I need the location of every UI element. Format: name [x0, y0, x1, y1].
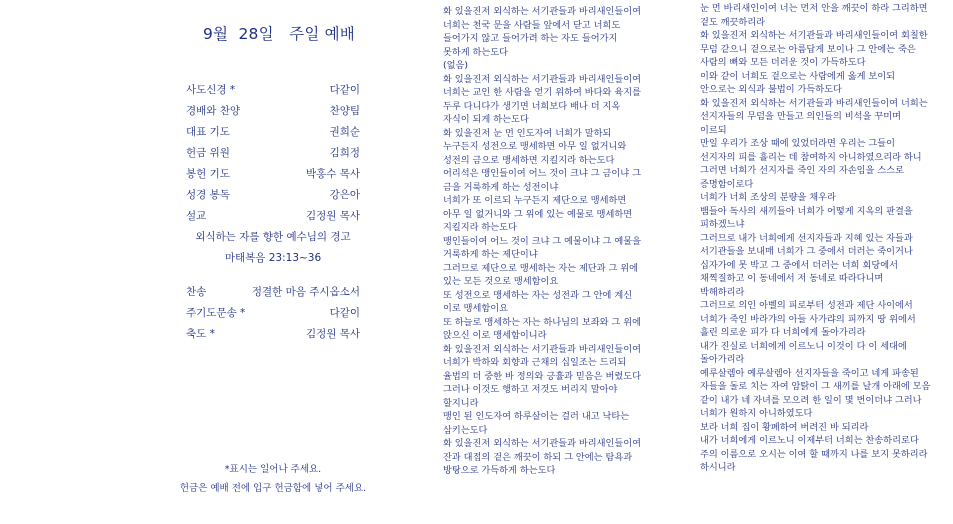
scripture-line: 보라 너희 집이 황폐하여 버려진 바 되리라: [700, 421, 869, 433]
order-item: 축도 *: [186, 328, 215, 340]
scripture-line: 돌아가리라: [700, 354, 745, 365]
scripture-line: 이로 맹세함이요: [443, 303, 509, 314]
scripture-line: 화 있을진저 외식하는 서기관들과 바리새인들이여: [443, 73, 642, 85]
order-row-hymn: [186, 285, 360, 306]
scripture-line: 화 있을진저 외식하는 서기관들과 바리새인들이여: [443, 438, 642, 449]
scripture-line: 삼키는도다: [443, 424, 488, 436]
order-leader: 박홍수 목사: [305, 168, 360, 180]
scripture-line: 있는 모든 것으로 맹세함이요: [443, 276, 559, 287]
scripture-line: 들어가지 않고 들어가려 하는 자도 들어가지: [443, 33, 618, 44]
order-leader: 다같이: [329, 84, 360, 96]
scripture-line: 내가 진실로 너희에게 이르노니 이것이 다 이 세대에: [700, 340, 907, 352]
order-item: 주기도문송 *: [186, 307, 246, 319]
scripture-line: 너희는 교인 한 사람을 얻기 위하여 바다와 육지를: [443, 87, 641, 98]
scripture-line: 너희가 죽인 바라갸의 아들 사가랴의 피까지 땅 위에서: [700, 313, 916, 325]
scripture-line: 겉도 깨끗하리라: [700, 16, 766, 28]
scripture-line: 자들을 돌로 치는 자여 암탉이 그 새끼를 날개 아래에 모음: [700, 381, 931, 392]
scripture-line: 만일 우리가 조상 때에 있었더라면 우리는 그들이: [700, 138, 896, 149]
scripture-line: 또 하늘로 맹세하는 자는 하나님의 보좌와 그 위에: [443, 316, 641, 328]
order-item: 대표 기도: [186, 126, 230, 138]
order-item: 헌금 위원: [186, 147, 230, 159]
order-leader: 김정원 목사: [305, 210, 360, 222]
order-item: 성경 봉독: [186, 189, 230, 201]
scripture-line: 그러므로 내가 너희에게 선지자들과 지혜 있는 자들과: [700, 232, 913, 244]
order-item: 봉헌 기도: [186, 168, 230, 180]
scripture-line: 너희가 너희 조상의 분량을 채우라: [700, 192, 836, 203]
scripture-line: 그러나 이것도 행하고 저것도 버리지 말아야: [443, 384, 618, 395]
scripture-line: 누구든지 성전으로 맹세하면 아무 일 없거니와: [443, 141, 627, 152]
scripture-line: 그러므로 제단으로 맹세하는 자는 제단과 그 위에: [443, 262, 639, 274]
order-leader: 김정원 목사: [305, 328, 360, 340]
scripture-line: 어리석은 맹인들이여 어느 것이 크냐 그 금이냐 그: [443, 168, 641, 179]
sermon-title: 외식하는 자를 향한 예수님의 경고: [195, 231, 351, 243]
scripture-line: 눈 먼 바리새인이여 너는 먼저 안을 깨끗이 하라 그리하면: [700, 3, 928, 14]
scripture-column-right: [700, 2, 930, 475]
scripture-line: 할지니라: [443, 397, 479, 409]
scripture-line: 안으로는 외식과 불법이 가득하도다: [700, 84, 842, 95]
scripture-line: 피하겠느냐: [700, 219, 745, 230]
scripture-line: 증명함이로다: [700, 178, 754, 190]
order-leader: 정결한 마음 주시옵소서: [251, 286, 360, 298]
scripture-line: 지킬지라 하는도다: [443, 222, 517, 233]
order-row-praise: [186, 104, 360, 125]
note-offering: 헌금은 예배 전에 입구 헌금함에 넣어 주세요.: [179, 483, 367, 494]
order-row-offering-committee: [186, 146, 360, 167]
scripture-line: 예루살렘아 예루살렘아 선지자들을 죽이고 네게 파송된: [700, 367, 919, 379]
scripture-line: 두루 다니다가 생기면 너희보다 배나 더 지옥: [443, 100, 621, 112]
note-stand: *표시는 일어나 주세요.: [224, 464, 322, 475]
scripture-line: 박해하리라: [700, 286, 745, 298]
order-item: 사도신경 *: [186, 84, 236, 96]
scripture-line: 그러면 너희가 선지자를 죽인 자의 자손임을 스스로: [700, 165, 904, 176]
scripture-line: 아무 일 없거니와 그 위에 있는 예물로 맹세하면: [443, 208, 633, 220]
page-title: 9월 28일 주일 예배: [203, 25, 355, 43]
scripture-line: 거룩하게 하는 제단이냐: [443, 249, 538, 260]
order-row-creed: [186, 83, 360, 104]
scripture-line: 내가 너희에게 이르노니 이제부터 너희는 찬송하리로다: [700, 435, 919, 446]
scripture-line: 주의 이름으로 오시는 이여 할 때까지 나를 보지 못하리라: [700, 448, 928, 460]
scripture-column-left: [443, 5, 641, 478]
order-item: 설교: [186, 210, 207, 222]
scripture-line: 잔과 대접의 겉은 깨끗이 하되 그 안에는 탐욕과: [443, 451, 633, 463]
scripture-line: 화 있을진저 외식하는 서기관들과 바리새인들이여: [443, 6, 642, 17]
scripture-line: 십자가에 못 박고 그 중에서 더러는 너희 회당에서: [700, 259, 898, 271]
scripture-line: 흘린 의로운 피가 다 너희에게 돌아가리라: [700, 327, 866, 338]
scripture-line: 뱀들아 독사의 새끼들아 너희가 어떻게 지옥의 판결을: [700, 205, 913, 217]
order-row-lords-prayer: [186, 306, 360, 327]
scripture-line: 율법의 더 중한 바 정의와 긍휼과 믿음은 버렸도다: [443, 370, 641, 382]
scripture-line: 이와 같이 너희도 겉으로는 사람에게 옳게 보이되: [700, 70, 896, 82]
worship-order: [186, 83, 360, 348]
order-row-reading: [186, 188, 360, 209]
scripture-line: 사람의 뼈와 모든 더러운 것이 가득하도다: [700, 57, 866, 68]
scripture-line: 너희가 또 이르되 누구든지 제단으로 맹세하면: [443, 195, 627, 206]
order-row-offering-prayer: [186, 167, 360, 188]
order-item: 찬송: [186, 286, 207, 298]
order-leader: 김희정: [329, 147, 360, 159]
order-item: 경배와 찬양: [186, 105, 241, 117]
scripture-line: 화 있을진저 눈 먼 인도자여 너희가 말하되: [443, 127, 612, 139]
scripture-line: 하시니라: [700, 462, 736, 473]
scripture-line: 방탕으로 가득하게 하는도다: [443, 465, 556, 476]
order-leader: 찬양팀: [329, 105, 360, 117]
scripture-line: 성전의 금으로 맹세하면 지킬지라 하는도다: [443, 154, 615, 166]
scripture-line: 맹인 된 인도자여 하루살이는 걸러 내고 낙타는: [443, 411, 630, 422]
order-leader: 권희순: [329, 126, 360, 138]
sermon-reference: 마태복음 23:13~36: [224, 252, 322, 264]
scripture-line: 선지자의 피를 흘리는 데 참여하지 아니하였으리라 하니: [700, 151, 922, 163]
scripture-line: 못하게 하는도다: [443, 46, 509, 58]
scripture-line: 앉으신 이로 맹세함이니라: [443, 330, 547, 341]
scripture-line: 채찍질하고 이 동네에서 저 동네로 따라다니며: [700, 273, 884, 284]
scripture-line: 화 있을진저 외식하는 서기관들과 바리새인들이여 회칠한: [700, 30, 928, 41]
order-row-sermon: [186, 209, 360, 230]
scripture-line: 서기관들을 보내매 너희가 그 중에서 더러는 죽이거나: [700, 246, 913, 257]
scripture-line: 이르되: [700, 124, 727, 136]
scripture-line: 같이 내가 네 자녀를 모으려 한 일이 몇 번이더냐 그러나: [700, 394, 922, 406]
scripture-line: 그러므로 의인 아벨의 피로부터 성전과 제단 사이에서: [700, 300, 913, 311]
scripture-line: 또 성전으로 맹세하는 자는 성전과 그 안에 계신: [443, 289, 633, 301]
scripture-line: 선지자들의 무덤을 만들고 의인들의 비석을 꾸미며: [700, 111, 901, 122]
scripture-line: 금을 거룩하게 하는 성전이냐: [443, 181, 559, 193]
scripture-line: (없음): [443, 60, 468, 71]
section-gap: [186, 272, 360, 285]
scripture-line: 자식이 되게 하는도다: [443, 114, 529, 125]
scripture-line: 무덤 같으니 겉으로는 아름답게 보이나 그 안에는 죽은: [700, 43, 916, 55]
scripture-line: 너희가 원하지 아니하였도다: [700, 408, 813, 419]
scripture-line: 맹인들이여 어느 것이 크냐 그 예물이냐 그 예물을: [443, 235, 641, 247]
order-row-benediction: [186, 327, 360, 348]
scripture-line: 너희가 박하와 회향과 근채의 십일조는 드리되: [443, 357, 627, 368]
scripture-line: 화 있을진저 외식하는 서기관들과 바리새인들이여: [443, 343, 642, 355]
scripture-line: 너희는 천국 문을 사람들 앞에서 닫고 너희도: [443, 19, 621, 31]
order-leader: 다같이: [329, 307, 360, 319]
order-row-prayer: [186, 125, 360, 146]
scripture-line: 화 있을진저 외식하는 서기관들과 바리새인들이여 너희는: [700, 97, 928, 109]
order-leader: 강은아: [329, 189, 360, 201]
